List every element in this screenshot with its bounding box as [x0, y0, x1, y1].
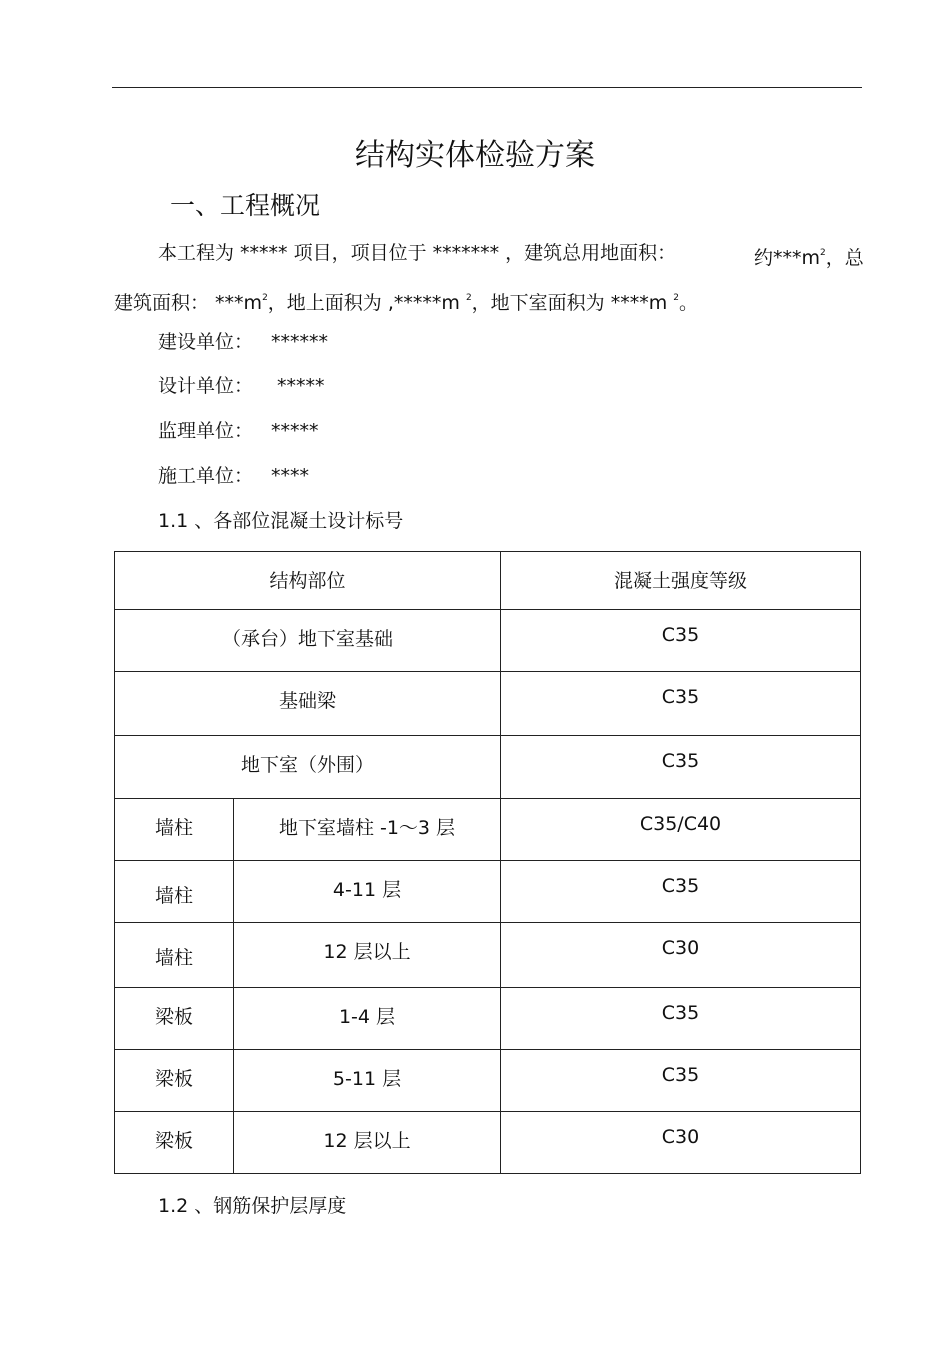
table-row: [115, 672, 861, 736]
table-cell-grade: C35: [501, 610, 861, 672]
superscript: 2: [465, 293, 472, 303]
table-row: [115, 1112, 861, 1174]
table-cell-grade: C35: [501, 672, 861, 736]
unit-line-construction: [158, 329, 328, 355]
overview-line-2: [114, 285, 698, 316]
table-row: [115, 988, 861, 1050]
overview-text: ，地下室面积为 ****m: [471, 292, 674, 314]
table-cell-member: 梁板: [115, 988, 234, 1050]
subsection-heading-rebar-cover: 1.2 、钢筋保护层厚度: [158, 1195, 347, 1217]
overview-line-1: [158, 240, 676, 266]
table-header-row: [115, 552, 861, 610]
superscript: 2: [673, 293, 679, 303]
overview-text: 本工程为 ***** 项目，项目位于 ******* ，建筑总用地面积：: [158, 242, 677, 264]
table-cell-level: 1-4 层: [234, 988, 501, 1050]
table-cell-member: 墙柱: [115, 923, 234, 988]
unit-line-supervision: [158, 418, 319, 444]
table-row: [115, 736, 861, 799]
overview-text: 建筑面积： ***m: [114, 292, 263, 314]
subsection-heading-concrete-grades: 1.1 、各部位混凝土设计标号: [158, 510, 404, 532]
table-cell-grade: C30: [501, 1112, 861, 1174]
overview-line-1-end: [754, 240, 864, 271]
unit-line-design: [158, 373, 325, 399]
document-title: 结构实体检验方案: [355, 138, 595, 173]
table-cell-member: 墙柱: [115, 861, 234, 923]
table-cell-part: （承台）地下室基础: [115, 610, 501, 672]
table-cell-part: 地下室（外围）: [115, 736, 501, 799]
table-cell-level: 12 层以上: [234, 1112, 501, 1174]
table-cell-grade: C35: [501, 988, 861, 1050]
table-cell-grade: C35/C40: [501, 799, 861, 861]
table-cell-part: 基础梁: [115, 672, 501, 736]
unit-value: *****: [271, 375, 325, 397]
unit-value: *****: [271, 420, 319, 442]
table-row: [115, 799, 861, 861]
overview-text: 约***m: [754, 247, 821, 269]
table-cell-member: 墙柱: [115, 799, 234, 861]
superscript: 2: [262, 293, 268, 303]
section-heading-overview: 一、工程概况: [170, 191, 321, 220]
overview-text: 。: [679, 292, 699, 314]
overview-text: ，地上面积为 ,*****m: [267, 292, 466, 314]
unit-label: 建设单位：: [158, 331, 254, 353]
unit-value: ******: [271, 331, 329, 353]
unit-line-contractor: [158, 463, 309, 489]
unit-value: ****: [271, 465, 310, 487]
table-row: [115, 923, 861, 988]
table-cell-grade: C35: [501, 1050, 861, 1112]
table-cell-grade: C30: [501, 923, 861, 988]
table-cell-level: 地下室墙柱 -1～3 层: [234, 799, 501, 861]
table-row: [115, 1050, 861, 1112]
table-header-cell: 结构部位: [115, 552, 501, 610]
table-cell-level: 12 层以上: [234, 923, 501, 988]
table-cell-level: 5-11 层: [234, 1050, 501, 1112]
table-cell-grade: C35: [501, 736, 861, 799]
table-row: [115, 610, 861, 672]
table-header-cell: 混凝土强度等级: [501, 552, 861, 610]
unit-label: 施工单位：: [158, 465, 254, 487]
concrete-grade-table: [114, 551, 861, 1174]
table-cell-grade: C35: [501, 861, 861, 923]
unit-label: 设计单位：: [158, 375, 254, 397]
overview-text: ，总: [825, 247, 864, 269]
superscript: 2: [820, 248, 826, 258]
table-row: [115, 861, 861, 923]
unit-label: 监理单位：: [158, 420, 254, 442]
header-rule: [112, 87, 862, 88]
table-cell-member: 梁板: [115, 1050, 234, 1112]
table-cell-member: 梁板: [115, 1112, 234, 1174]
table-cell-level: 4-11 层: [234, 861, 501, 923]
